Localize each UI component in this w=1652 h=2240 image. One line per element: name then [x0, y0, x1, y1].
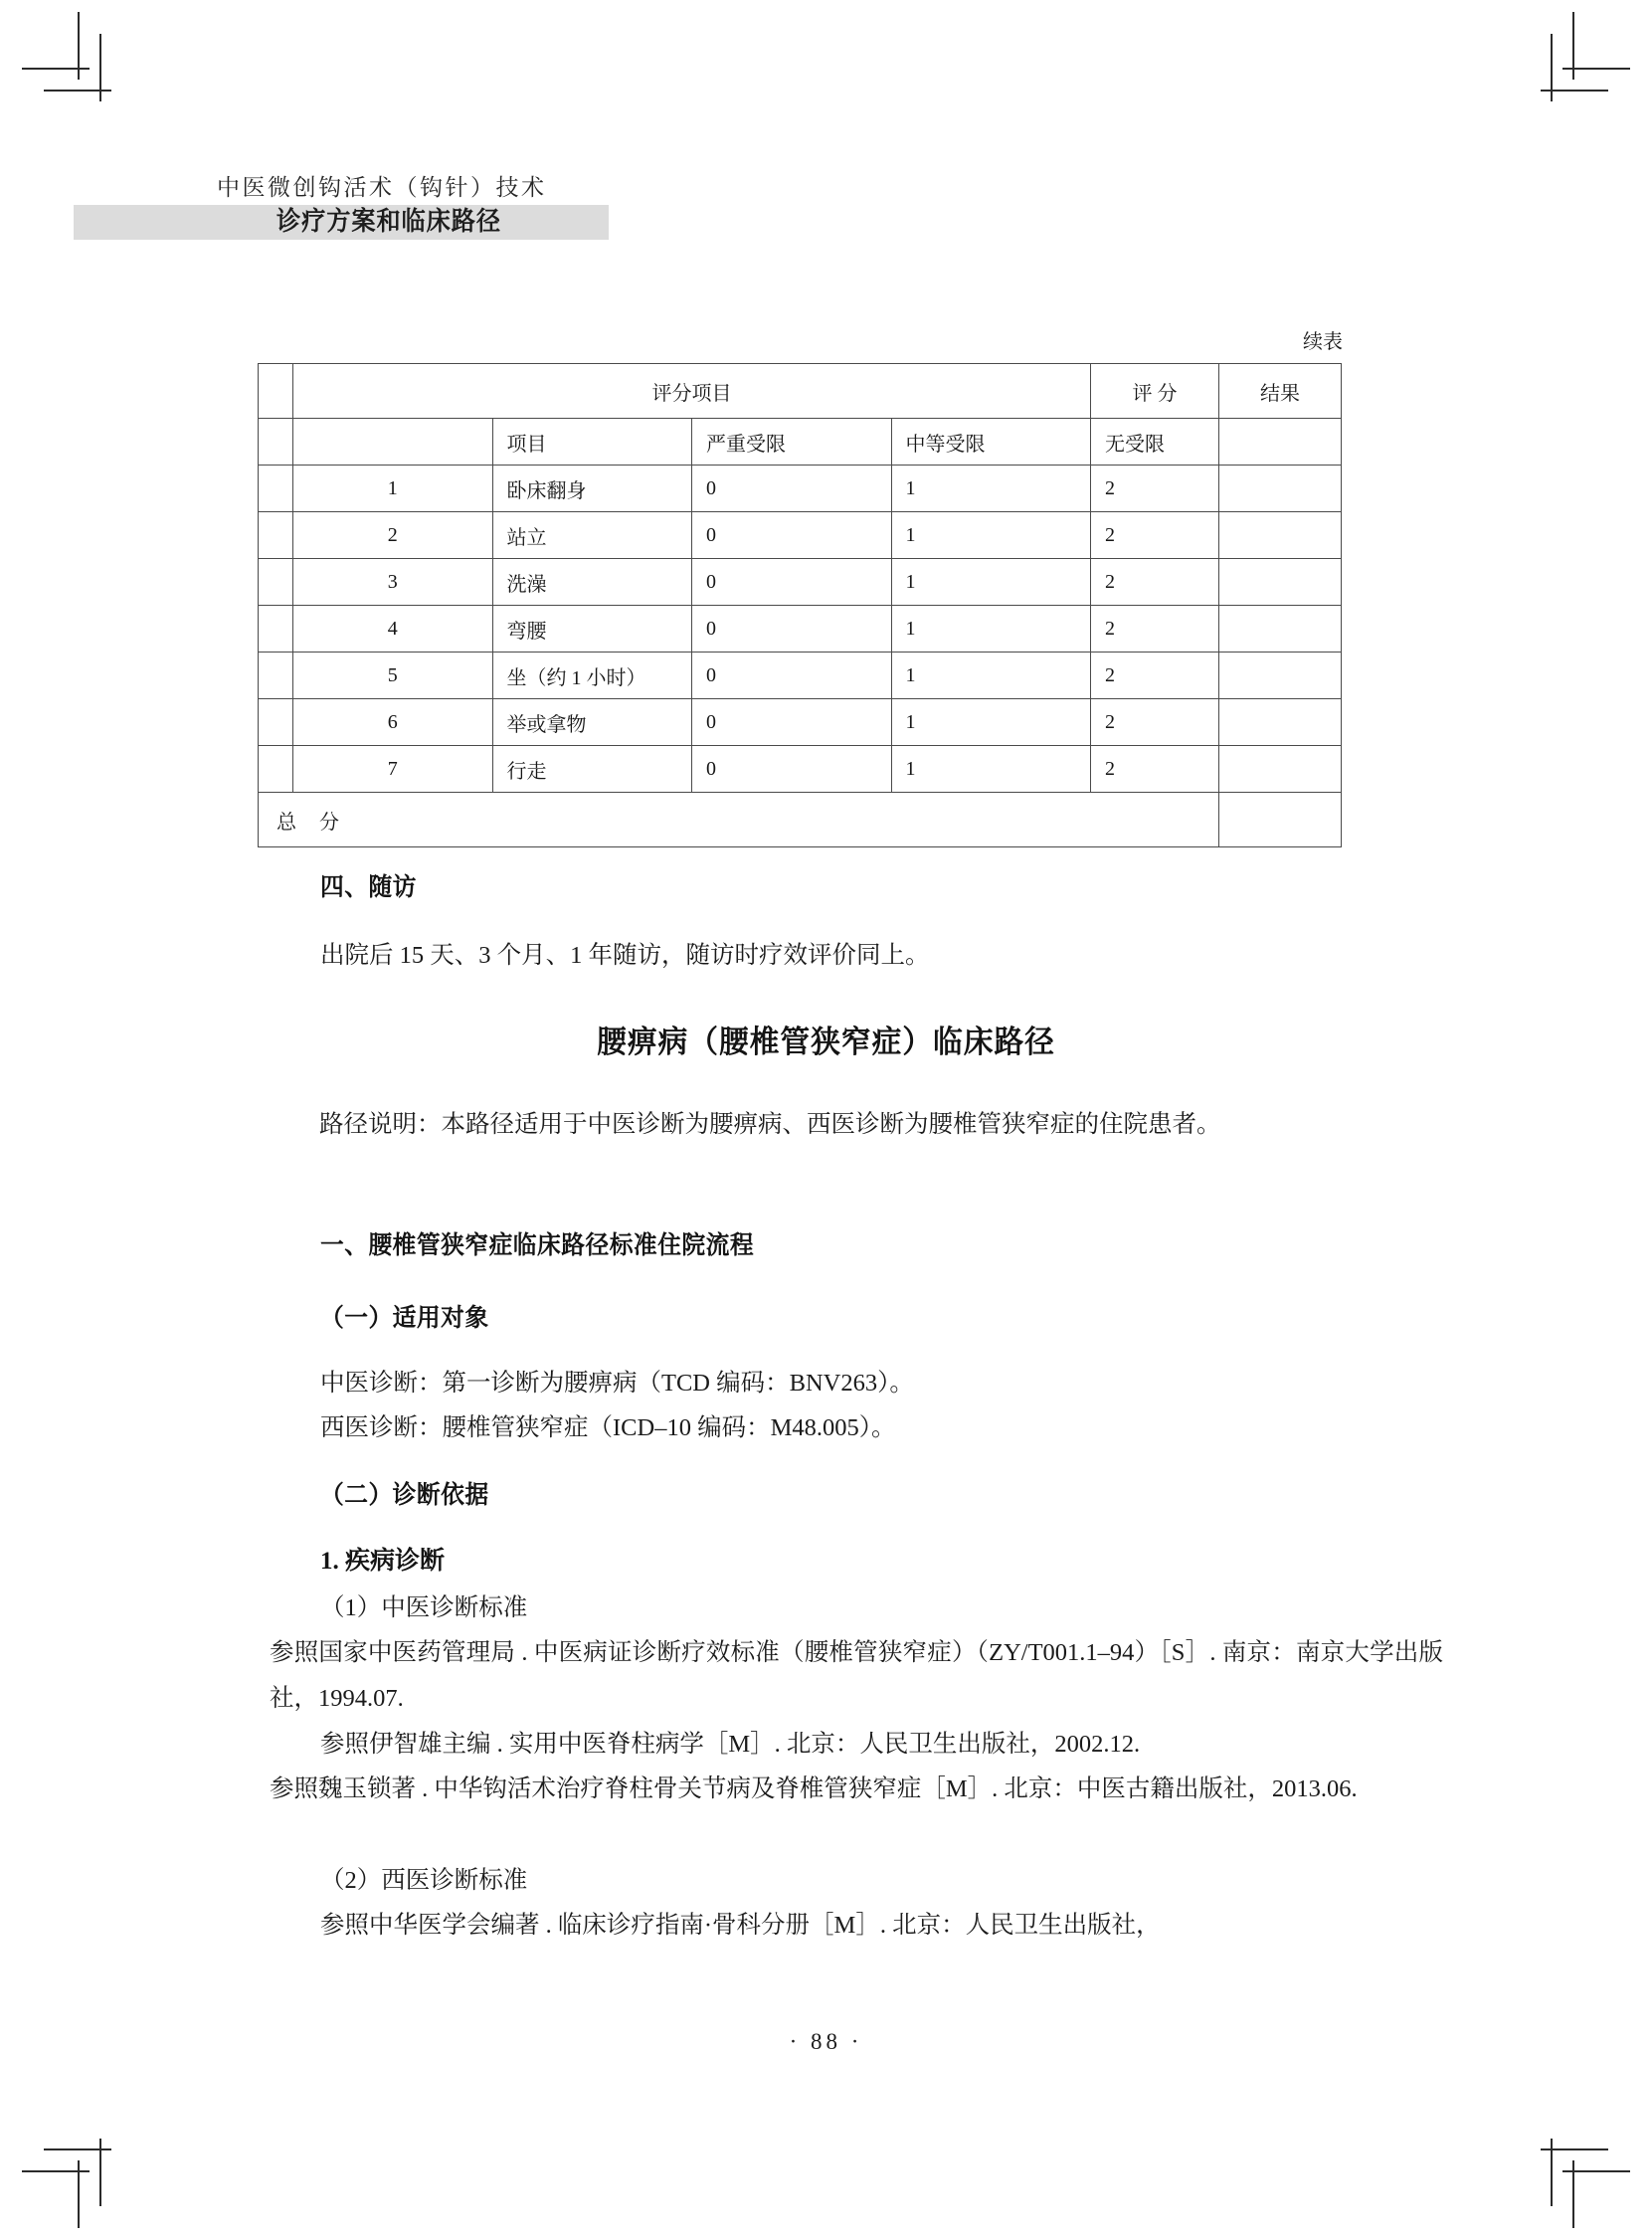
- row-moderate: 1: [891, 559, 1091, 606]
- header-result: 结果: [1219, 364, 1342, 419]
- row-spacer-cell: [259, 606, 293, 653]
- row-spacer-cell: [259, 466, 293, 512]
- reference-hook-technique-book: 参照魏玉锁著 . 中华钩活术治疗脊柱骨关节病及脊椎管狭窄症［M］. 北京：中医古籍出版社，2013.06.: [270, 1775, 1358, 1802]
- paragraph-tcm-diagnosis: 中医诊断：第一诊断为腰痹病（TCD 编码：BNV263）。: [320, 1370, 914, 1397]
- row-item: 坐（约 1 小时）: [492, 653, 692, 699]
- table-row: [259, 606, 1342, 653]
- heading-section-followup: 四、随访: [320, 872, 417, 901]
- subheader-moderate: 中等受限: [891, 419, 1091, 466]
- crop-mark-bottom-right: [1559, 2156, 1630, 2228]
- heading-subsection-diagnostic-basis: （二）诊断依据: [320, 1480, 489, 1509]
- row-spacer-cell: [259, 746, 293, 793]
- total-value: [1219, 793, 1342, 847]
- row-item: 弯腰: [492, 606, 692, 653]
- row-none: 2: [1091, 466, 1219, 512]
- row-number: 2: [293, 512, 493, 559]
- row-spacer-cell: [259, 699, 293, 746]
- row-none: 2: [1091, 559, 1219, 606]
- row-none: 2: [1091, 512, 1219, 559]
- heading-item-disease-diagnosis: 1. 疾病诊断: [320, 1548, 446, 1575]
- subheader-number-cell: [293, 419, 493, 466]
- row-none: 2: [1091, 653, 1219, 699]
- row-result: [1219, 699, 1342, 746]
- row-spacer-cell: [259, 512, 293, 559]
- row-result: [1219, 466, 1342, 512]
- row-result: [1219, 653, 1342, 699]
- table-row: [259, 466, 1342, 512]
- row-none: 2: [1091, 699, 1219, 746]
- paragraph-path-note: 路径说明：本路径适用于中医诊断为腰痹病、西医诊断为腰椎管狭窄症的住院患者。: [319, 1111, 1221, 1138]
- page-number: · 88 ·: [789, 2029, 863, 2054]
- subheader-result-cell: [1219, 419, 1342, 466]
- row-result: [1219, 606, 1342, 653]
- subheader-none: 无受限: [1091, 419, 1219, 466]
- row-spacer-cell: [259, 653, 293, 699]
- total-label: 总 分: [259, 793, 1219, 847]
- table-subheader-row: [259, 419, 1342, 466]
- reference-tcm-standard: 参照国家中医药管理局 . 中医病证诊断疗效标准（腰椎管狭窄症）（ZY/T001.1–94）［S］. 南京：南京大学出版社，1994.07.: [270, 1639, 1443, 1712]
- row-number: 6: [293, 699, 493, 746]
- crop-mark-top-left: [22, 12, 93, 84]
- row-severe: 0: [692, 606, 892, 653]
- row-item: 卧床翻身: [492, 466, 692, 512]
- row-moderate: 1: [891, 606, 1091, 653]
- subheader-severe: 严重受限: [692, 419, 892, 466]
- table-row: [259, 746, 1342, 793]
- row-moderate: 1: [891, 466, 1091, 512]
- row-number: 5: [293, 653, 493, 699]
- header-spacer-cell: [259, 364, 293, 419]
- row-none: 2: [1091, 746, 1219, 793]
- table-row: [259, 653, 1342, 699]
- row-item: 站立: [492, 512, 692, 559]
- running-head-book-title: 中医微创钩活术（钩针）技术: [217, 175, 547, 200]
- table-row: [259, 512, 1342, 559]
- reference-clinical-guideline: 参照中华医学会编著 . 临床诊疗指南·骨科分册［M］. 北京：人民卫生出版社，: [320, 1912, 1161, 1939]
- row-number: 1: [293, 466, 493, 512]
- row-item: 洗澡: [492, 559, 692, 606]
- table-row: [259, 559, 1342, 606]
- row-severe: 0: [692, 746, 892, 793]
- row-severe: 0: [692, 653, 892, 699]
- row-moderate: 1: [891, 699, 1091, 746]
- table-caption-continued: 续表: [1303, 331, 1343, 353]
- subheader-item: 项目: [492, 419, 692, 466]
- row-result: [1219, 512, 1342, 559]
- page-title: 腰痹病（腰椎管狭窄症）临床路径: [597, 1025, 1055, 1060]
- row-result: [1219, 559, 1342, 606]
- row-none: 2: [1091, 606, 1219, 653]
- row-number: 3: [293, 559, 493, 606]
- table-header-row-main: [259, 364, 1342, 419]
- row-item: 行走: [492, 746, 692, 793]
- row-moderate: 1: [891, 653, 1091, 699]
- row-number: 4: [293, 606, 493, 653]
- crop-mark-bottom-left: [22, 2156, 93, 2228]
- running-head-section-title: 诊疗方案和临床路径: [276, 207, 502, 237]
- row-item: 举或拿物: [492, 699, 692, 746]
- row-severe: 0: [692, 466, 892, 512]
- row-severe: 0: [692, 559, 892, 606]
- row-severe: 0: [692, 699, 892, 746]
- subheader-spacer-cell: [259, 419, 293, 466]
- heading-section-one: 一、腰椎管狭窄症临床路径标准住院流程: [320, 1230, 755, 1259]
- row-spacer-cell: [259, 559, 293, 606]
- row-number: 7: [293, 746, 493, 793]
- reference-spine-textbook: 参照伊智雄主编 . 实用中医脊柱病学［M］. 北京：人民卫生出版社，2002.12.: [320, 1731, 1141, 1758]
- row-moderate: 1: [891, 512, 1091, 559]
- crop-mark-top-right: [1559, 12, 1630, 84]
- row-severe: 0: [692, 512, 892, 559]
- table-total-row: [259, 793, 1342, 847]
- header-scoring-items: 评分项目: [293, 364, 1091, 419]
- heading-tcm-diagnostic-standard: （1）中医诊断标准: [320, 1594, 528, 1621]
- row-moderate: 1: [891, 746, 1091, 793]
- heading-wm-diagnostic-standard: （2）西医诊断标准: [320, 1867, 528, 1894]
- table-row: [259, 699, 1342, 746]
- disability-score-table: [258, 363, 1342, 847]
- paragraph-followup-text: 出院后 15 天、3 个月、1 年随访，随访时疗效评价同上。: [320, 942, 930, 969]
- row-result: [1219, 746, 1342, 793]
- header-score: 评 分: [1091, 364, 1219, 419]
- heading-subsection-applicable-object: （一）适用对象: [320, 1303, 489, 1332]
- paragraph-wm-diagnosis: 西医诊断：腰椎管狭窄症（ICD–10 编码：M48.005）。: [320, 1414, 896, 1441]
